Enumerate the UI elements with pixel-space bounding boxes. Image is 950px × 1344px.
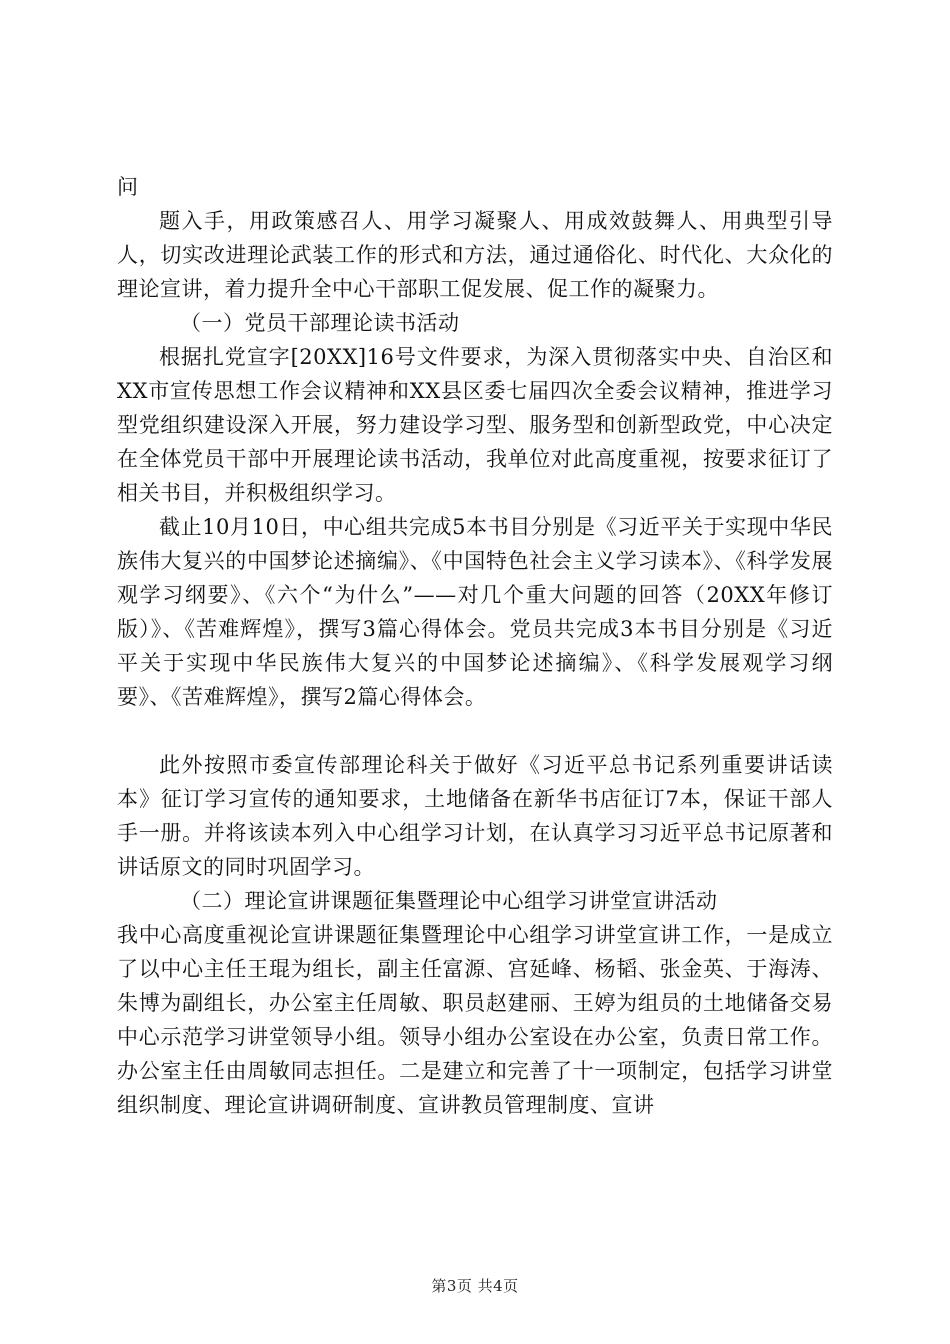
paragraph: 根据扎党宣字[20XX]16号文件要求，为深入贯彻落实中央、自治区和XX市宣传思想工作会议精神和XX县区委七届四次全委会议精神，推进学习型党组织建设深入开展，努力建设学习型、服务型和创新型政党，中心决定在全体党员干部中开展理论读书活动，我单位对此高度重视，按要求征订了相关书目，并积极组织学习。: [117, 345, 833, 505]
paragraph: 截止10月10日，中心组共完成5本书目分别是《习近平关于实现中华民族伟大复兴的中国梦论述摘编》、《中国特色社会主义学习读本》、《科学发展观学习纲要》、《六个“为什么”——对几个重大问题的回答（20XX年修订版）》、《苦难辉煌》，撰写3篇心得体会。党员共完成3本书目分别是《习近平关于实现中华民族伟大复兴的中国梦论述摘编》、《科学发展观学习纲要》、《苦难辉煌》，撰写2篇心得体会。: [117, 515, 833, 709]
paragraph: 题入手，用政策感召人、用学习凝聚人、用成效鼓舞人、用典型引导人，切实改进理论武装工作的形式和方法，通过通俗化、时代化、大众化的理论宣讲，着力提升全中心干部职工促发展、促工作的凝聚力。: [117, 209, 833, 301]
section-heading: （一）党员干部理论读书活动: [180, 311, 460, 335]
paragraph: 我中心高度重视论宣讲课题征集暨理论中心组学习讲堂宣讲工作，一是成立了以中心主任王琨为组长，副主任富源、宫延峰、杨韬、张金英、于海涛、朱博为副组长，办公室主任周敏、职员赵建丽、王婷为组员的土地储备交易中心示范学习讲堂领导小组。领导小组办公室设在办公室，负责日常工作。办公室主任由周敏同志担任。二是建立和完善了十一项制定，包括学习讲堂组织制度、理论宣讲调研制度、宣讲教员管理制度、宣讲: [117, 923, 833, 1117]
page-footer: 第3页 共4页: [431, 1277, 519, 1295]
paragraph-fragment: 问: [117, 175, 139, 199]
section-heading: （二）理论宣讲课题征集暨理论中心组学习讲堂宣讲活动: [180, 889, 718, 913]
paragraph: 此外按照市委宣传部理论科关于做好《习近平总书记系列重要讲话读本》征订学习宣传的通知要求，土地储备在新华书店征订7本，保证干部人手一册。并将该读本列入中心组学习计划，在认真学习习近平总书记原著和讲话原文的同时巩固学习。: [117, 753, 833, 879]
document-body: [117, 170, 833, 1122]
